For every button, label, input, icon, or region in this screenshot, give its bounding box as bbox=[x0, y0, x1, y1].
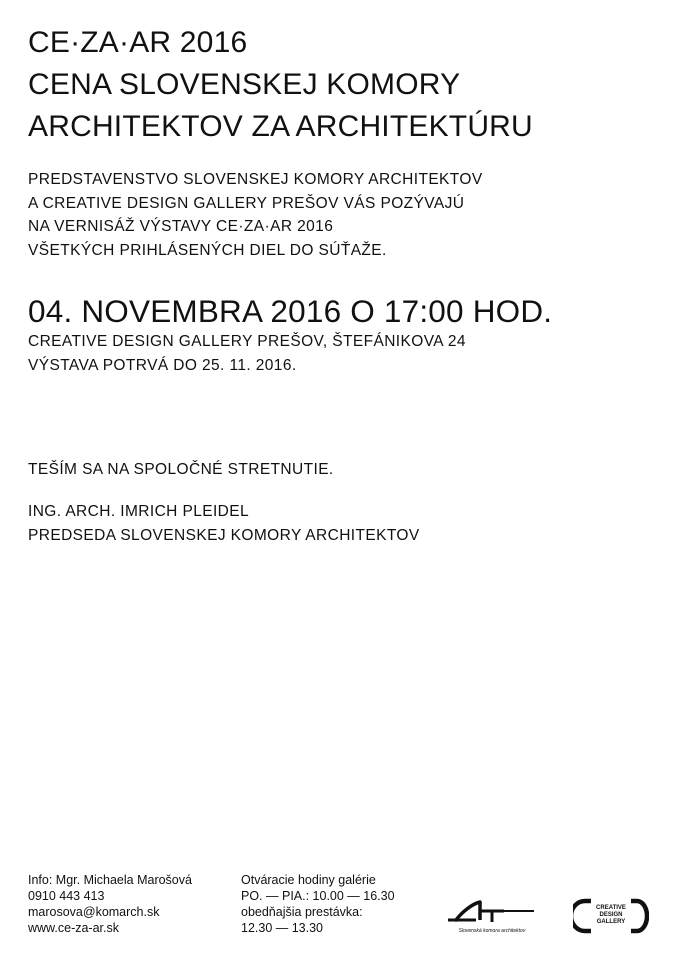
footer-contact-info bbox=[28, 872, 192, 936]
event-duration: VÝSTAVA POTRVÁ DO 25. 11. 2016. bbox=[28, 356, 297, 374]
ska-logo bbox=[446, 898, 538, 938]
ska-logo-icon bbox=[446, 898, 538, 926]
ska-logo-caption: Slovenská komora architektov bbox=[458, 928, 526, 934]
hours-weekdays: PO. — PIA.: 10.00 — 16.30 bbox=[241, 889, 395, 903]
title-line-3: ARCHITEKTOV ZA ARCHITEKTÚRU bbox=[28, 110, 533, 143]
invitation-title bbox=[28, 22, 533, 148]
intro-line-1: PREDSTAVENSTVO SLOVENSKEJ KOMORY ARCHITEKTOV bbox=[28, 171, 483, 188]
signer-role: PREDSEDA SLOVENSKEJ KOMORY ARCHITEKTOV bbox=[28, 526, 420, 544]
cdg-logo-line-3: GALLERY bbox=[596, 919, 626, 925]
footer-web[interactable]: www.ce-za-ar.sk bbox=[28, 921, 119, 935]
signature-block bbox=[28, 500, 420, 547]
signer-name: ING. ARCH. IMRICH PLEIDEL bbox=[28, 503, 250, 520]
event-date: 04. NOVEMBRA 2016 O 17:00 HOD. bbox=[28, 293, 553, 329]
footer-email[interactable]: marosova@komarch.sk bbox=[28, 905, 160, 919]
event-venue-block bbox=[28, 330, 466, 377]
title-line-1: CE·ZA·AR 2016 bbox=[28, 26, 248, 59]
hours-heading: Otváracie hodiny galérie bbox=[241, 873, 376, 887]
invitation-intro bbox=[28, 168, 483, 262]
closing-greeting: TEŠÍM SA NA SPOLOČNÉ STRETNUTIE. bbox=[28, 461, 334, 478]
footer-phone: 0910 443 413 bbox=[28, 889, 105, 903]
footer-contact: Info: Mgr. Michaela Marošová bbox=[28, 873, 192, 887]
intro-line-3: NA VERNISÁŽ VÝSTAVY CE·ZA·AR 2016 bbox=[28, 218, 334, 235]
intro-line-2: A CREATIVE DESIGN GALLERY PREŠOV VÁS POZÝVAJÚ bbox=[28, 194, 465, 212]
cdg-logo bbox=[573, 898, 649, 934]
event-venue: CREATIVE DESIGN GALLERY PREŠOV, ŠTEFÁNIKOVA 24 bbox=[28, 333, 466, 350]
cdg-logo-line-1: CREATIVE bbox=[596, 905, 626, 911]
cdg-logo-line-2: DESIGN bbox=[599, 912, 623, 918]
hours-lunch-time: 12.30 — 13.30 bbox=[241, 921, 324, 935]
title-line-2: CENA SLOVENSKEJ KOMORY bbox=[28, 68, 461, 101]
hours-lunch-label: obedňajšia prestávka: bbox=[241, 905, 363, 919]
cdg-logo-text bbox=[592, 905, 630, 926]
footer-opening-hours bbox=[241, 872, 395, 936]
intro-line-4: VŠETKÝCH PRIHLÁSENÝCH DIEL DO SÚŤAŽE. bbox=[28, 241, 387, 259]
